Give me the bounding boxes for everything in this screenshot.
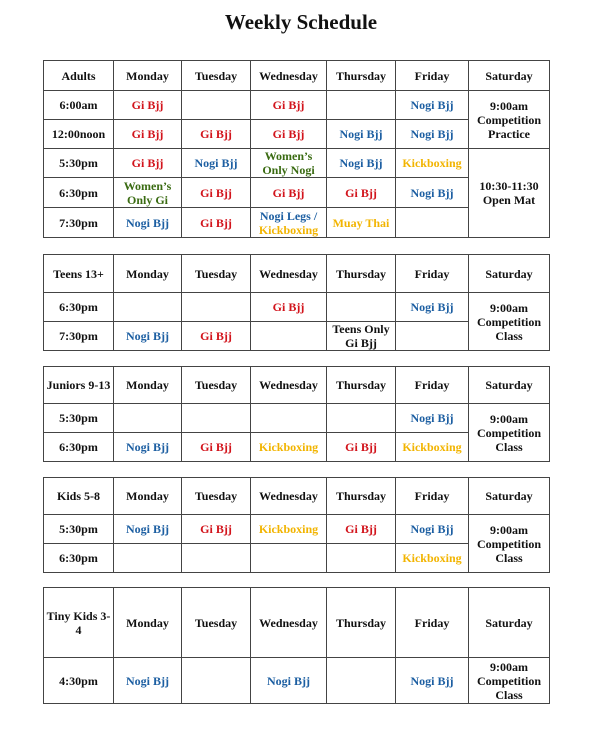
day-header: Monday bbox=[114, 61, 182, 91]
time-cell: 12:00noon bbox=[44, 120, 114, 149]
class-cell: Nogi Bjj bbox=[396, 91, 469, 120]
day-header: Wednesday bbox=[251, 588, 327, 658]
class-cell bbox=[396, 322, 469, 351]
class-cell: Nogi Bjj bbox=[251, 658, 327, 704]
saturday-cell: 9:00am Competition Class bbox=[469, 293, 550, 351]
group-label: Tiny Kids 3-4 bbox=[44, 588, 114, 658]
group-label: Kids 5-8 bbox=[44, 478, 114, 515]
table-row bbox=[44, 91, 550, 120]
day-header: Friday bbox=[396, 255, 469, 293]
group-label: Teens 13+ bbox=[44, 255, 114, 293]
class-cell: Nogi Bjj bbox=[396, 515, 469, 544]
day-header: Wednesday bbox=[251, 478, 327, 515]
class-cell: Gi Bjj bbox=[182, 515, 251, 544]
class-cell: Gi Bjj bbox=[251, 91, 327, 120]
class-cell bbox=[327, 658, 396, 704]
class-cell: Nogi Bjj bbox=[114, 515, 182, 544]
class-cell: Gi Bjj bbox=[114, 120, 182, 149]
day-header: Wednesday bbox=[251, 255, 327, 293]
class-cell: Gi Bjj bbox=[114, 149, 182, 178]
class-cell bbox=[251, 208, 327, 238]
class-cell bbox=[251, 404, 327, 433]
day-header: Saturday bbox=[469, 255, 550, 293]
time-cell: 6:30pm bbox=[44, 544, 114, 573]
day-header: Tuesday bbox=[182, 478, 251, 515]
header-row bbox=[44, 478, 550, 515]
class-cell: Nogi Bjj bbox=[114, 322, 182, 351]
saturday-cell: 10:30-11:30 Open Mat bbox=[469, 149, 550, 238]
class-cell bbox=[182, 544, 251, 573]
class-cell: Nogi Bjj bbox=[114, 208, 182, 238]
schedule-table bbox=[43, 587, 550, 704]
time-cell: 6:30pm bbox=[44, 293, 114, 322]
saturday-cell: 9:00am Competition Class bbox=[469, 515, 550, 573]
class-cell bbox=[182, 658, 251, 704]
class-cell: Nogi Bjj bbox=[396, 658, 469, 704]
saturday-cell: 9:00am Competition Class bbox=[469, 404, 550, 462]
day-header: Friday bbox=[396, 61, 469, 91]
class-cell bbox=[251, 322, 327, 351]
time-cell: 7:30pm bbox=[44, 208, 114, 238]
day-header: Saturday bbox=[469, 478, 550, 515]
class-cell: Women’s Only Nogi bbox=[251, 149, 327, 178]
day-header: Friday bbox=[396, 588, 469, 658]
day-header: Thursday bbox=[327, 61, 396, 91]
day-header: Thursday bbox=[327, 367, 396, 404]
class-cell: Gi Bjj bbox=[327, 178, 396, 208]
class-cell: Gi Bjj bbox=[182, 322, 251, 351]
class-cell: Nogi Bjj bbox=[182, 149, 251, 178]
class-cell bbox=[251, 544, 327, 573]
class-cell bbox=[182, 404, 251, 433]
class-cell bbox=[396, 208, 469, 238]
saturday-cell: 9:00am Competition Practice bbox=[469, 91, 550, 149]
day-header: Thursday bbox=[327, 588, 396, 658]
class-cell bbox=[182, 91, 251, 120]
class-cell: Kickboxing bbox=[396, 149, 469, 178]
day-header: Saturday bbox=[469, 367, 550, 404]
class-label: Nogi Legs / bbox=[259, 208, 318, 223]
day-header: Monday bbox=[114, 478, 182, 515]
day-header: Wednesday bbox=[251, 61, 327, 91]
class-cell: Kickboxing bbox=[396, 544, 469, 573]
header-row bbox=[44, 255, 550, 293]
day-header: Tuesday bbox=[182, 588, 251, 658]
class-cell: Nogi Bjj bbox=[327, 120, 396, 149]
time-cell: 5:30pm bbox=[44, 515, 114, 544]
class-cell bbox=[114, 404, 182, 433]
header-row bbox=[44, 588, 550, 658]
class-cell: Women’s Only Gi bbox=[114, 178, 182, 208]
class-cell: Gi Bjj bbox=[251, 120, 327, 149]
time-cell: 4:30pm bbox=[44, 658, 114, 704]
class-cell bbox=[182, 293, 251, 322]
day-header: Monday bbox=[114, 588, 182, 658]
class-cell: Gi Bjj bbox=[251, 293, 327, 322]
header-row bbox=[44, 61, 550, 91]
class-cell: Nogi Bjj bbox=[396, 178, 469, 208]
table-row bbox=[44, 515, 550, 544]
class-cell: Kickboxing bbox=[251, 433, 327, 462]
class-cell: Gi Bjj bbox=[327, 515, 396, 544]
class-cell: Nogi Bjj bbox=[396, 120, 469, 149]
day-header: Tuesday bbox=[182, 367, 251, 404]
time-cell: 5:30pm bbox=[44, 404, 114, 433]
schedule-table bbox=[43, 366, 550, 462]
day-header: Thursday bbox=[327, 255, 396, 293]
day-header: Saturday bbox=[469, 588, 550, 658]
day-header: Monday bbox=[114, 367, 182, 404]
time-cell: 6:00am bbox=[44, 91, 114, 120]
class-cell: Gi Bjj bbox=[251, 178, 327, 208]
class-cell: Gi Bjj bbox=[182, 120, 251, 149]
class-cell bbox=[114, 293, 182, 322]
day-header: Monday bbox=[114, 255, 182, 293]
class-cell: Muay Thai bbox=[327, 208, 396, 238]
saturday-cell: 9:00am Competition Class bbox=[469, 658, 550, 704]
class-cell: Nogi Bjj bbox=[114, 433, 182, 462]
table-row bbox=[44, 293, 550, 322]
class-cell: Kickboxing bbox=[396, 433, 469, 462]
class-cell: Gi Bjj bbox=[114, 91, 182, 120]
class-cell: Nogi Bjj bbox=[396, 293, 469, 322]
page-title: Weekly Schedule bbox=[224, 10, 378, 34]
table-row bbox=[44, 404, 550, 433]
class-cell: Gi Bjj bbox=[182, 433, 251, 462]
day-header: Saturday bbox=[469, 61, 550, 91]
header-row bbox=[44, 367, 550, 404]
class-cell: Teens Only Gi Bjj bbox=[327, 322, 396, 351]
schedule-table bbox=[43, 477, 550, 573]
day-header: Tuesday bbox=[182, 255, 251, 293]
day-header: Friday bbox=[396, 367, 469, 404]
class-cell bbox=[327, 544, 396, 573]
class-cell bbox=[327, 293, 396, 322]
class-cell: Gi Bjj bbox=[182, 178, 251, 208]
day-header: Tuesday bbox=[182, 61, 251, 91]
time-cell: 6:30pm bbox=[44, 433, 114, 462]
class-cell: Gi Bjj bbox=[182, 208, 251, 238]
day-header: Wednesday bbox=[251, 367, 327, 404]
class-cell bbox=[327, 91, 396, 120]
schedule-table bbox=[43, 254, 550, 351]
group-label: Adults bbox=[44, 61, 114, 91]
class-cell bbox=[114, 544, 182, 573]
day-header: Thursday bbox=[327, 478, 396, 515]
schedule-table bbox=[43, 60, 550, 238]
class-label: Kickboxing bbox=[258, 222, 319, 237]
time-cell: 5:30pm bbox=[44, 149, 114, 178]
class-cell: Kickboxing bbox=[251, 515, 327, 544]
class-cell: Gi Bjj bbox=[327, 433, 396, 462]
time-cell: 6:30pm bbox=[44, 178, 114, 208]
class-cell bbox=[327, 404, 396, 433]
table-row bbox=[44, 149, 550, 178]
class-cell: Nogi Bjj bbox=[396, 404, 469, 433]
table-row bbox=[44, 658, 550, 704]
class-cell: Nogi Bjj bbox=[114, 658, 182, 704]
time-cell: 7:30pm bbox=[44, 322, 114, 351]
class-cell: Nogi Bjj bbox=[327, 149, 396, 178]
group-label: Juniors 9-13 bbox=[44, 367, 114, 404]
day-header: Friday bbox=[396, 478, 469, 515]
